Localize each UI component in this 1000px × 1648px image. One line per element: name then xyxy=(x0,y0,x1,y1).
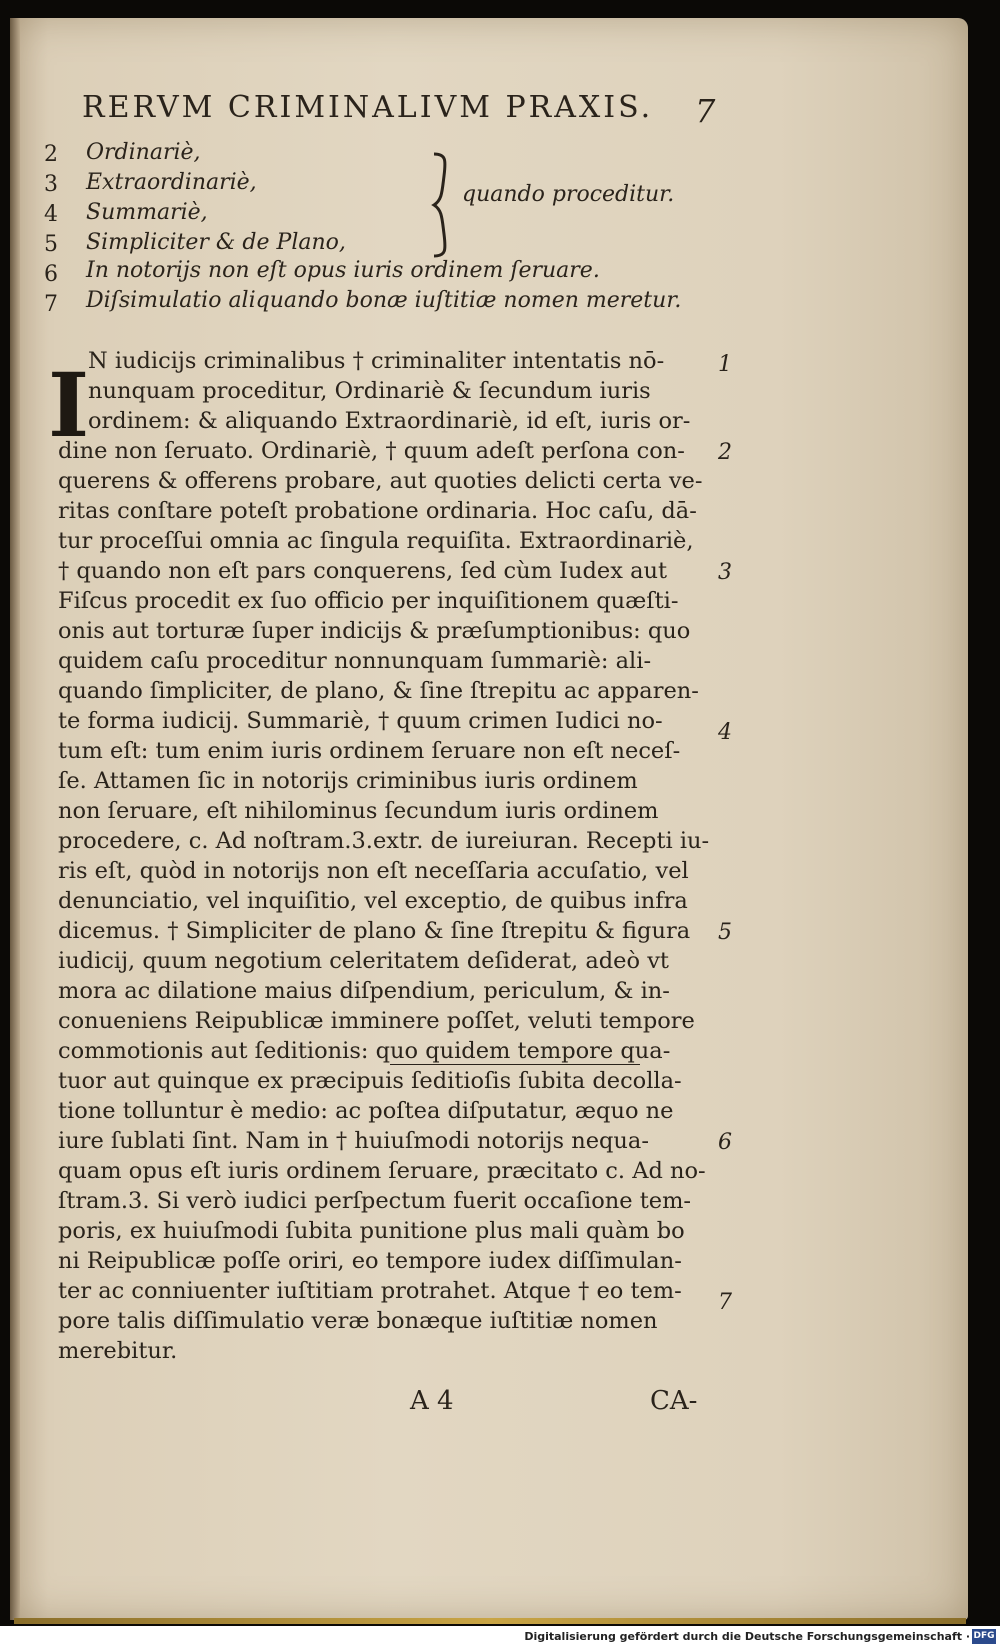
handwritten-underline xyxy=(390,1064,640,1065)
text-line: ſe. Attamen ſic in notorijs criminibus iuris ordinem xyxy=(58,768,638,794)
margin-number: 3 xyxy=(718,560,732,585)
text-line: nunquam proceditur, Ordinariè & ſecundum iuris xyxy=(88,378,651,404)
text-line: ſtram.3. Si verò iudici perſpectum fuerit occaſione tem- xyxy=(58,1188,692,1214)
margin-number: 4 xyxy=(718,720,732,745)
text-line: † quando non eſt pars conquerens, ſed cùm Iudex aut xyxy=(58,558,668,584)
text-line: quam opus eſt iuris ordinem ſeruare, præcitato c. Ad no- xyxy=(58,1158,706,1184)
running-title: RERVM CRIMINALIVM PRAXIS. xyxy=(82,90,654,125)
summary-number: 6 xyxy=(44,262,58,287)
text-line: onis aut torturæ ſuper indicijs & præſumptionibus: quo xyxy=(58,618,691,644)
margin-number: 2 xyxy=(718,440,732,465)
text-line: merebitur. xyxy=(58,1338,178,1364)
text-line: iure ſublati ſint. Nam in † huiuſmodi notorijs nequa- xyxy=(58,1128,649,1154)
summary-number: 4 xyxy=(44,202,58,227)
margin-number: 6 xyxy=(718,1130,732,1155)
text-line: te forma iudicij. Summariè, † quum crimen Iudici no- xyxy=(58,708,663,734)
text-line: N iudicijs criminalibus † criminaliter intentatis nō- xyxy=(88,348,665,374)
text-line: ritas conſtare poteſt probatione ordinaria. Hoc caſu, dā- xyxy=(58,498,697,524)
text-line: Fiſcus procedit ex ſuo officio per inquiſitionem quæſti- xyxy=(58,588,679,614)
text-line: mora ac dilatione maius diſpendium, periculum, & in- xyxy=(58,978,670,1004)
funding-notice: Digitalisierung gefördert durch die Deutsche Forschungsgemeinschaft · xyxy=(524,1630,970,1643)
text-line: ordinem: & aliquando Extraordinariè, id eſt, iuris or- xyxy=(88,408,691,434)
text-line: conueniens Reipublicæ imminere poſſet, veluti tempore xyxy=(58,1008,695,1034)
text-line: quando ſimpliciter, de plano, & ſine ſtrepitu ac apparen- xyxy=(58,678,699,704)
page-gutter-shadow xyxy=(10,18,20,1620)
text-line: pore talis diſſimulatio veræ bonæque iuſtitiæ nomen xyxy=(58,1308,658,1334)
summary-number: 7 xyxy=(44,292,58,317)
footer-bar xyxy=(0,1626,1000,1648)
brace-label: quando proceditur. xyxy=(462,182,675,207)
text-line: commotionis aut ſeditionis: quo quidem tempore qua- xyxy=(58,1038,671,1064)
summary-item: Summariè, xyxy=(86,200,208,225)
summary-item: Diſsimulatio aliquando bonæ iuſtitiæ nomen meretur. xyxy=(86,288,682,313)
text-line: tione tolluntur è medio: ac poſtea diſputatur, æquo ne xyxy=(58,1098,674,1124)
curly-brace-icon xyxy=(430,150,460,260)
text-line: tum eſt: tum enim iuris ordinem ſeruare non eſt neceſ- xyxy=(58,738,681,764)
summary-number: 3 xyxy=(44,172,58,197)
text-line: tuor aut quinque ex præcipuis ſeditioſis ſubita decolla- xyxy=(58,1068,682,1094)
summary-number: 5 xyxy=(44,232,58,257)
text-line: dine non ſeruato. Ordinariè, † quum adeſt perſona con- xyxy=(58,438,685,464)
text-line: poris, ex huiuſmodi ſubita punitione plus mali quàm bo xyxy=(58,1218,685,1244)
text-line: denunciatio, vel inquiſitio, vel exceptio, de quibus infra xyxy=(58,888,688,914)
page-edge-band xyxy=(14,1618,966,1624)
text-line: tur proceſſui omnia ac ſingula requiſita. Extraordinariè, xyxy=(58,528,694,554)
margin-number: 7 xyxy=(718,1290,732,1315)
text-line: ter ac conniuenter iuſtitiam protrahet. Atque † eo tem- xyxy=(58,1278,682,1304)
text-line: non ſeruare, eſt nihilominus ſecundum iuris ordinem xyxy=(58,798,659,824)
dfg-logo-icon: DFG xyxy=(972,1629,996,1644)
catchword: CA- xyxy=(650,1386,698,1416)
summary-number: 2 xyxy=(44,142,58,167)
text-line: procedere, c. Ad noſtram.3.extr. de iureiuran. Recepti iu- xyxy=(58,828,710,854)
margin-number: 1 xyxy=(718,352,732,377)
drop-cap: I xyxy=(48,353,90,457)
page-number: 7 xyxy=(695,92,716,130)
text-line: ni Reipublicæ poſſe oriri, eo tempore iudex diſſimulan- xyxy=(58,1248,682,1274)
text-line: dicemus. † Simpliciter de plano & ſine ſtrepitu & figura xyxy=(58,918,691,944)
summary-item: In notorijs non eſt opus iuris ordinem ſeruare. xyxy=(86,258,600,283)
text-line: ris eſt, quòd in notorijs non eſt neceſſaria accuſatio, vel xyxy=(58,858,689,884)
text-line: iudicij, quum negotium celeritatem deſiderat, adeò vt xyxy=(58,948,669,974)
summary-item: Simpliciter & de Plano, xyxy=(86,230,346,255)
text-line: quidem caſu proceditur nonnunquam ſummariè: ali- xyxy=(58,648,652,674)
summary-item: Ordinariè, xyxy=(86,140,201,165)
signature-mark: A 4 xyxy=(410,1386,454,1416)
summary-item: Extraordinariè, xyxy=(86,170,257,195)
margin-number: 5 xyxy=(718,920,732,945)
text-line: querens & offerens probare, aut quoties delicti certa ve- xyxy=(58,468,703,494)
